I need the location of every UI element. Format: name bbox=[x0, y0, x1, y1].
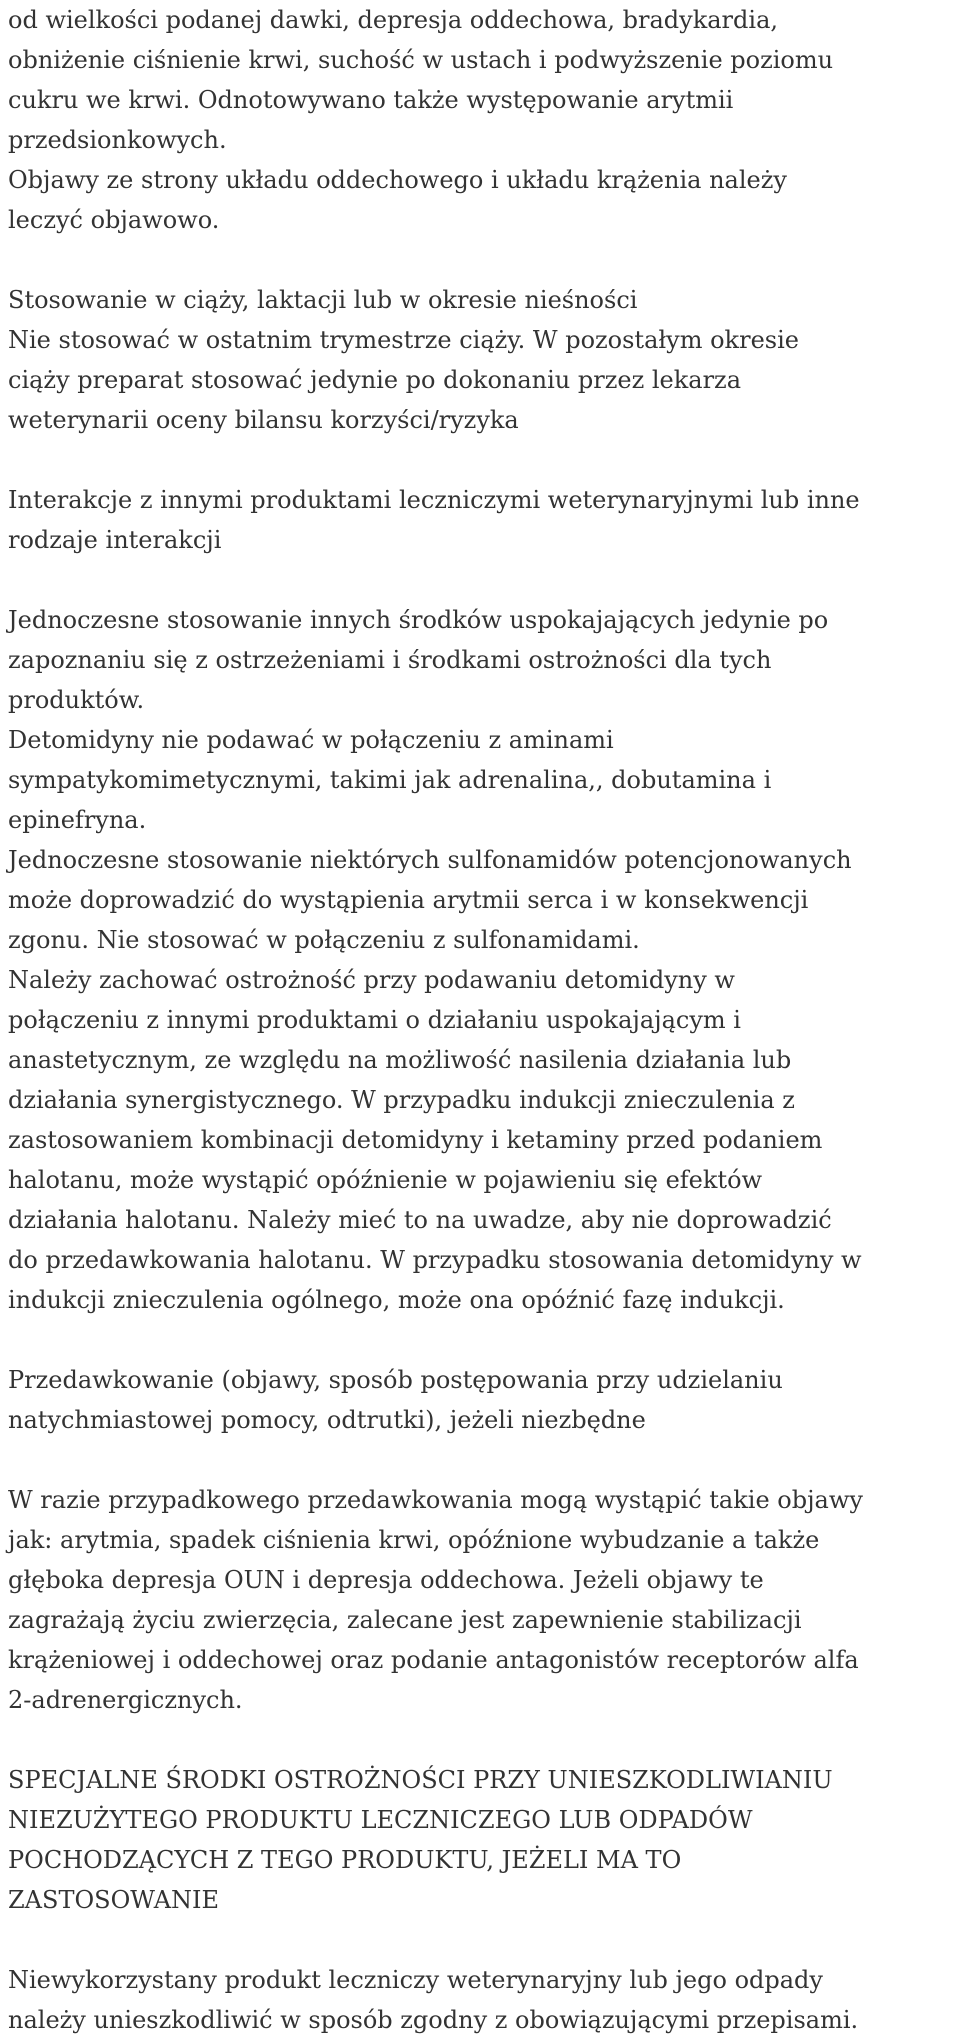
disposal-heading bbox=[8, 1760, 960, 1920]
text-line: należy unieszkodliwić w sposób zgodny z obowiązującymi przepisami. bbox=[8, 2006, 859, 2034]
text-line: zastosowaniem kombinacji detomidyny i ketaminy przed podaniem bbox=[8, 1126, 823, 1154]
text-line: połączeniu z innymi produktami o działaniu uspokajającym i bbox=[8, 1006, 741, 1034]
pregnancy-paragraph bbox=[8, 320, 960, 440]
text-line: zagrażają życiu zwierzęcia, zalecane jest zapewnienie stabilizacji bbox=[8, 1606, 802, 1634]
text-line: produktów. bbox=[8, 686, 145, 714]
text-line: przedsionkowych. bbox=[8, 126, 227, 154]
interactions-paragraph bbox=[8, 600, 960, 1320]
text-line: Nie stosować w ostatnim trymestrze ciąży. W pozostałym okresie bbox=[8, 326, 799, 354]
text-line: do przedawkowania halotanu. W przypadku stosowania detomidyny w bbox=[8, 1246, 862, 1274]
text-line: głęboka depresja OUN i depresja oddechowa. Jeżeli objawy te bbox=[8, 1566, 764, 1594]
text-line: zgonu. Nie stosować w połączeniu z sulfonamidami. bbox=[8, 926, 640, 954]
text-line: halotanu, może wystąpić opóźnienie w pojawieniu się efektów bbox=[8, 1166, 763, 1194]
overdose-heading bbox=[8, 1360, 960, 1440]
text-line: obniżenie ciśnienie krwi, suchość w ustach i podwyższenie poziomu bbox=[8, 46, 834, 74]
paragraph-gap bbox=[8, 240, 960, 280]
text-line: Należy zachować ostrożność przy podawaniu detomidyny w bbox=[8, 966, 735, 994]
text-line: działania halotanu. Należy mieć to na uwadze, aby nie doprowadzić bbox=[8, 1206, 832, 1234]
text-line: Niewykorzystany produkt leczniczy weterynaryjny lub jego odpady bbox=[8, 1966, 823, 1994]
document-page bbox=[8, 0, 960, 2040]
text-line: jak: arytmia, spadek ciśnienia krwi, opóźnione wybudzanie a także bbox=[8, 1526, 820, 1554]
text-line: anastetycznym, ze względu na możliwość nasilenia działania lub bbox=[8, 1046, 792, 1074]
text-line: od wielkości podanej dawki, depresja oddechowa, bradykardia, bbox=[8, 6, 779, 34]
paragraph-gap bbox=[8, 1920, 960, 1960]
paragraph-gap bbox=[8, 1720, 960, 1760]
text-line: Detomidyny nie podawać w połączeniu z aminami bbox=[8, 726, 614, 754]
paragraph-gap bbox=[8, 1440, 960, 1480]
pregnancy-heading bbox=[8, 280, 960, 320]
heading-line: rodzaje interakcji bbox=[8, 526, 222, 554]
text-line: indukcji znieczulenia ogólnego, może ona opóźnić fazę indukcji. bbox=[8, 1286, 785, 1314]
text-line: epinefryna. bbox=[8, 806, 147, 834]
overdose-paragraph bbox=[8, 1480, 960, 1720]
heading-line: SPECJALNE ŚRODKI OSTROŻNOŚCI PRZY UNIESZKODLIWIANIU bbox=[8, 1766, 833, 1794]
text-line: weterynarii oceny bilansu korzyści/ryzyka bbox=[8, 406, 519, 434]
paragraph-gap bbox=[8, 1320, 960, 1360]
text-line: Jednoczesne stosowanie niektórych sulfonamidów potencjonowanych bbox=[8, 846, 852, 874]
heading-line: natychmiastowej pomocy, odtrutki), jeżeli niezbędne bbox=[8, 1406, 646, 1434]
interactions-heading bbox=[8, 480, 960, 560]
heading-line: NIEZUŻYTEGO PRODUKTU LECZNICZEGO LUB ODPADÓW bbox=[8, 1806, 753, 1834]
text-line: W razie przypadkowego przedawkowania mogą wystąpić takie objawy bbox=[8, 1486, 863, 1514]
heading-line: Stosowanie w ciąży, laktacji lub w okresie nieśności bbox=[8, 286, 638, 314]
text-line: działania synergistycznego. W przypadku indukcji znieczulenia z bbox=[8, 1086, 795, 1114]
text-line: leczyć objawowo. bbox=[8, 206, 220, 234]
text-line: krążeniowej i oddechowej oraz podanie antagonistów receptorów alfa bbox=[8, 1646, 859, 1674]
paragraph-gap bbox=[8, 560, 960, 600]
text-line: Objawy ze strony układu oddechowego i układu krążenia należy bbox=[8, 166, 787, 194]
text-line: sympatykomimetycznymi, takimi jak adrenalina,, dobutamina i bbox=[8, 766, 772, 794]
text-line: ciąży preparat stosować jedynie po dokonaniu przez lekarza bbox=[8, 366, 741, 394]
text-line: może doprowadzić do wystąpienia arytmii serca i w konsekwencji bbox=[8, 886, 809, 914]
heading-line: POCHODZĄCYCH Z TEGO PRODUKTU, JEŻELI MA TO bbox=[8, 1846, 682, 1874]
disposal-paragraph bbox=[8, 1960, 960, 2040]
text-line: 2-adrenergicznych. bbox=[8, 1686, 243, 1714]
overdose-effects-paragraph bbox=[8, 0, 960, 240]
text-line: Jednoczesne stosowanie innych środków uspokajających jedynie po bbox=[8, 606, 829, 634]
heading-line: ZASTOSOWANIE bbox=[8, 1886, 220, 1914]
text-line: cukru we krwi. Odnotowywano także występowanie arytmii bbox=[8, 86, 734, 114]
text-line: zapoznaniu się z ostrzeżeniami i środkami ostrożności dla tych bbox=[8, 646, 772, 674]
heading-line: Interakcje z innymi produktami leczniczymi weterynaryjnymi lub inne bbox=[8, 486, 860, 514]
heading-line: Przedawkowanie (objawy, sposób postępowania przy udzielaniu bbox=[8, 1366, 783, 1394]
paragraph-gap bbox=[8, 440, 960, 480]
